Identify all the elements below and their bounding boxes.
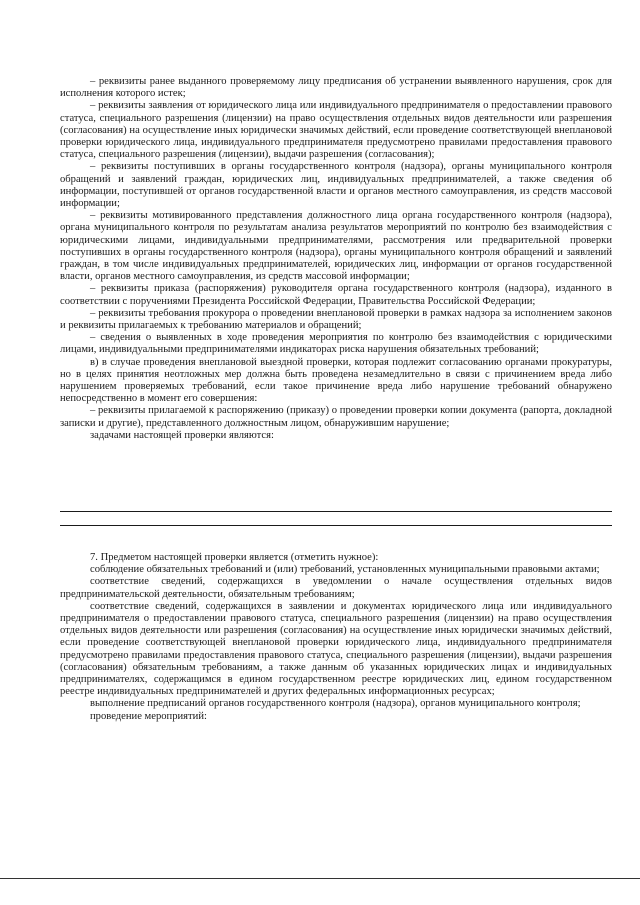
paragraph: соответствие сведений, содержащихся в заявлении и документах юридического лица или индивидуального предпринимателя о предоставлении правового статуса, специального разрешения (лицензии) на право осуществления отдельных видов деятельности или разрешения (согласования) на осуществление иных юридически значимых действий, если проведение соответствующей внеплановой проверки юридического лица, индивидуального предпринимателя предусмотрено правилами предоставления правового статуса, специального разрешения (лицензии), выдачи разрешения (согласования) обязательным требованиям, а также данным об указанных юридических лицах и индивидуальных предпринимателях, содержащимся в едином государственном реестре юридических лиц, едином государственном реестре индивидуальных предпринимателей и других федеральных информационных ресурсах; (60, 600, 612, 698)
paragraph: – реквизиты ранее выданного проверяемому лицу предписания об устранении выявленного нарушения, срок для исполнения которого истек; (60, 76, 612, 100)
paragraph: – реквизиты требования прокурора о проведении внеплановой проверки в рамках надзора за исполнением законов и реквизиты прилагаемых к требованию материалов и обращений; (60, 307, 612, 332)
paragraph: выполнение предписаний органов государственного контроля (надзора), органов муниципального контроля; (90, 698, 581, 710)
section-7 (60, 552, 612, 723)
paragraph: – реквизиты прилагаемой к распоряжению (приказу) о проведении проверки копии документа (рапорта, докладной записки и другие), представленного должностным лицом, обнаружившим нарушение; (60, 405, 612, 429)
paragraph: – сведения о выявленных в ходе проведения мероприятия по контролю без взаимодействия с юридическими лицами, индивидуальными предпринимателями индикаторах риска нарушения обязательных требований; (60, 332, 612, 356)
page-edge-line (0, 878, 640, 879)
paragraph: в) в случае проведения внеплановой выездной проверки, которая подлежит согласованию органами прокуратуры, но в целях принятия неотложных мер должна быть проведена незамедлительно в связи с причинением вреда либо нарушением проверяемых требований, если такое причинение вреда либо нарушение требований обнаружено непосредственно в момент его совершения: (60, 356, 612, 405)
paragraph: – реквизиты мотивированного представления должностного лица органа государственного контроля (надзора), органа муниципального контроля по результатам анализа результатов мероприятий по контролю без взаимодействия с юридическими лицами, индивидуальными предпринимателями, рассмотрения или предварительной проверки поступивших в органы государственного контроля (надзора), органы муниципального контроля обращений и заявлений граждан, в том числе индивидуальных предпринимателей, юридических лиц, информации от органов государственной власти, органов местного самоуправления, из средств массовой информации; (60, 210, 612, 283)
paragraph: – реквизиты приказа (распоряжения) руководителя органа государственного контроля (надзора), изданного в соответствии с поручениями Президента Российской Федерации, Правительства Российской Федерации; (60, 283, 612, 307)
paragraph: – реквизиты заявления от юридического лица или индивидуального предпринимателя о предоставлении правового статуса, специального разрешения (лицензии) на право осуществления отдельных видов деятельности или разрешения (согласования) на осуществление иных юридически значимых действий, если проведение соответствующей внеплановой проверки юридического лица, индивидуального предпринимателя предусмотрено правилами предоставления правового статуса, специального разрешения (лицензии), выдачи разрешения (согласования); (60, 100, 612, 161)
section-heading: 7. Предметом настоящей проверки является (отметить нужное): (90, 552, 379, 563)
section-6-continuation (60, 76, 612, 442)
fill-in-line (60, 511, 612, 512)
paragraph: соответствие сведений, содержащихся в уведомлении о начале осуществления отдельных видов предпринимательской деятельности, обязательным требованиям; (60, 576, 612, 600)
paragraph: проведение мероприятий: (90, 710, 207, 722)
fill-in-line (60, 525, 612, 526)
paragraph: – реквизиты поступивших в органы государственного контроля (надзора), органы муниципального контроля обращений и заявлений граждан, юридических лиц, индивидуальных предпринимателей, а также сведения об информации, поступившей от органов государственной власти и органов местного самоуправления, из средств массовой информации; (60, 161, 612, 210)
paragraph: соблюдение обязательных требований и (или) требований, установленных муниципальными правовыми актами; (90, 564, 600, 576)
paragraph: задачами настоящей проверки являются: (90, 429, 274, 441)
